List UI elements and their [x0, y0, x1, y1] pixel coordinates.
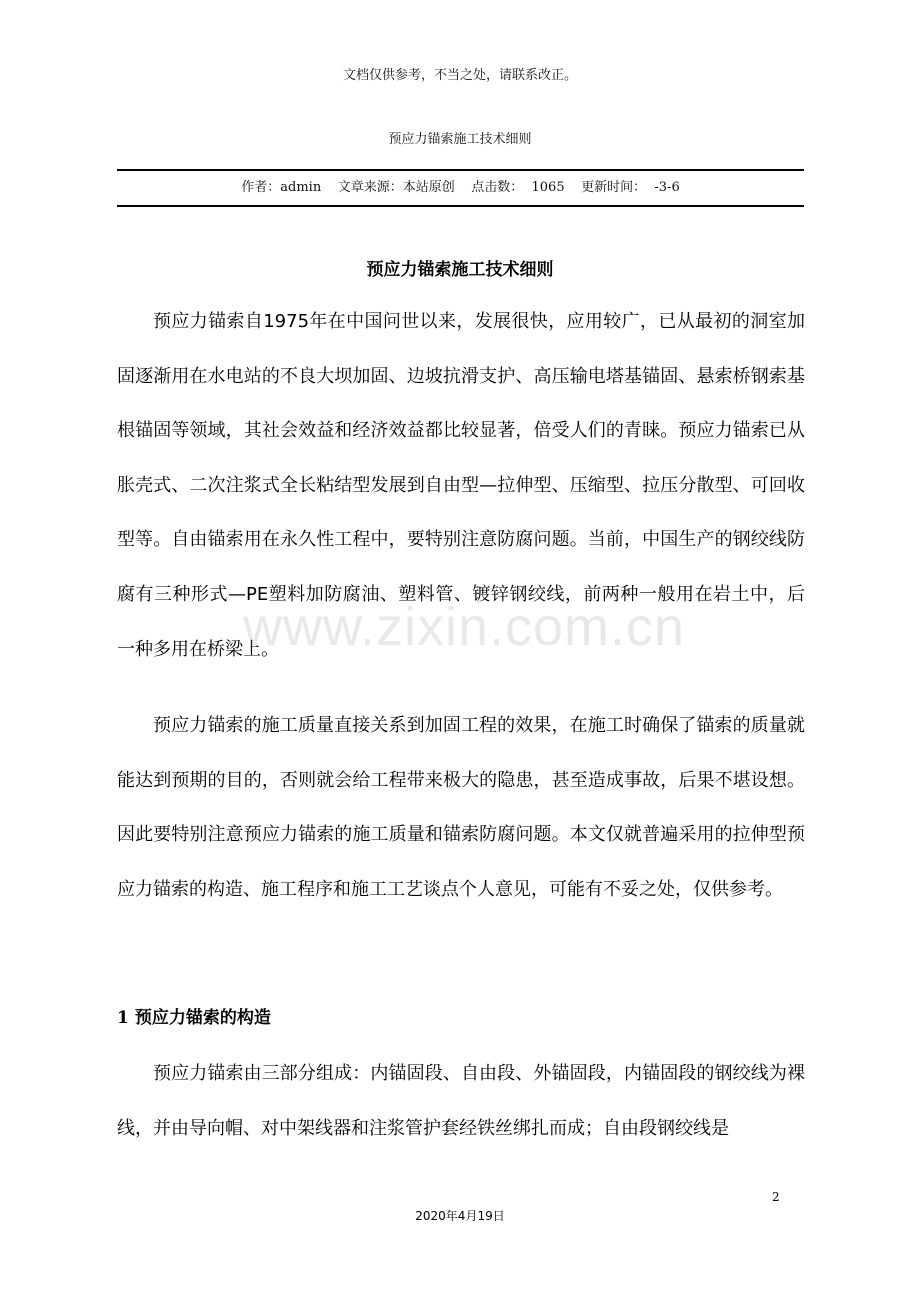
paragraph-quality: 预应力锚索的施工质量直接关系到加固工程的效果，在施工时确保了锚索的质量就能达到预期的目的，否则就会给工程带来极大的隐患，甚至造成事故，后果不堪设想。因此要特别注意预应力锚索的施工质量和锚索防腐问题。本文仅就普遍采用的拉伸型预应力锚索的构造、施工程序和施工工艺谈点个人意见，可能有不妥之处，仅供参考。	[117, 715, 805, 900]
page-number: 2	[772, 1190, 780, 1204]
header-rule-bottom	[117, 205, 804, 207]
section-number: 1	[117, 1008, 129, 1028]
paragraph-structure: 预应力锚索由三部分组成：内锚固段、自由段、外锚固段，内锚固段的钢绞线为裸线，并由导向帽、对中架线器和注浆管护套经铁丝绑扎而成；自由段钢绞线是	[117, 1063, 805, 1139]
watermark: www.zixin.com.cn	[242, 597, 686, 657]
footer-date: 2020年4月19日	[415, 1209, 505, 1223]
section-heading	[117, 1003, 271, 1028]
header-rule-top	[117, 169, 804, 171]
document-title: 预应力锚索施工技术细则	[366, 260, 554, 280]
disclaimer-note: 文档仅供参考，不当之处，请联系改正。	[342, 68, 577, 83]
article-meta: 作者：admin 文章来源：本站原创 点击数： 1065 更新时间： -3-6	[241, 180, 680, 195]
paragraph-intro: 预应力锚索自1975年在中国问世以来，发展很快，应用较广，已从最初的洞室加固逐渐用在水电站的不良大坝加固、边坡抗滑支护、高压输电塔基锚固、悬索桥钢索基根锚固等领域，其社会效益和经济效益都比较显著，倍受人们的青睐。预应力锚索已从胀壳式、二次注浆式全长粘结型发展到自由型—拉伸型、压缩型、拉压分散型、可回收型等。自由锚索用在永久性工程中，要特别注意防腐问题。当前，中国生产的钢绞线防腐有三种形式—PE塑料加防腐油、塑料管、镀锌钢绞线，前两种一般用在岩土中，后一种多用在桥梁上。	[117, 311, 805, 660]
running-header-title: 预应力锚索施工技术细则	[388, 132, 532, 147]
section-heading-text: 预应力锚索的构造	[134, 1008, 271, 1028]
